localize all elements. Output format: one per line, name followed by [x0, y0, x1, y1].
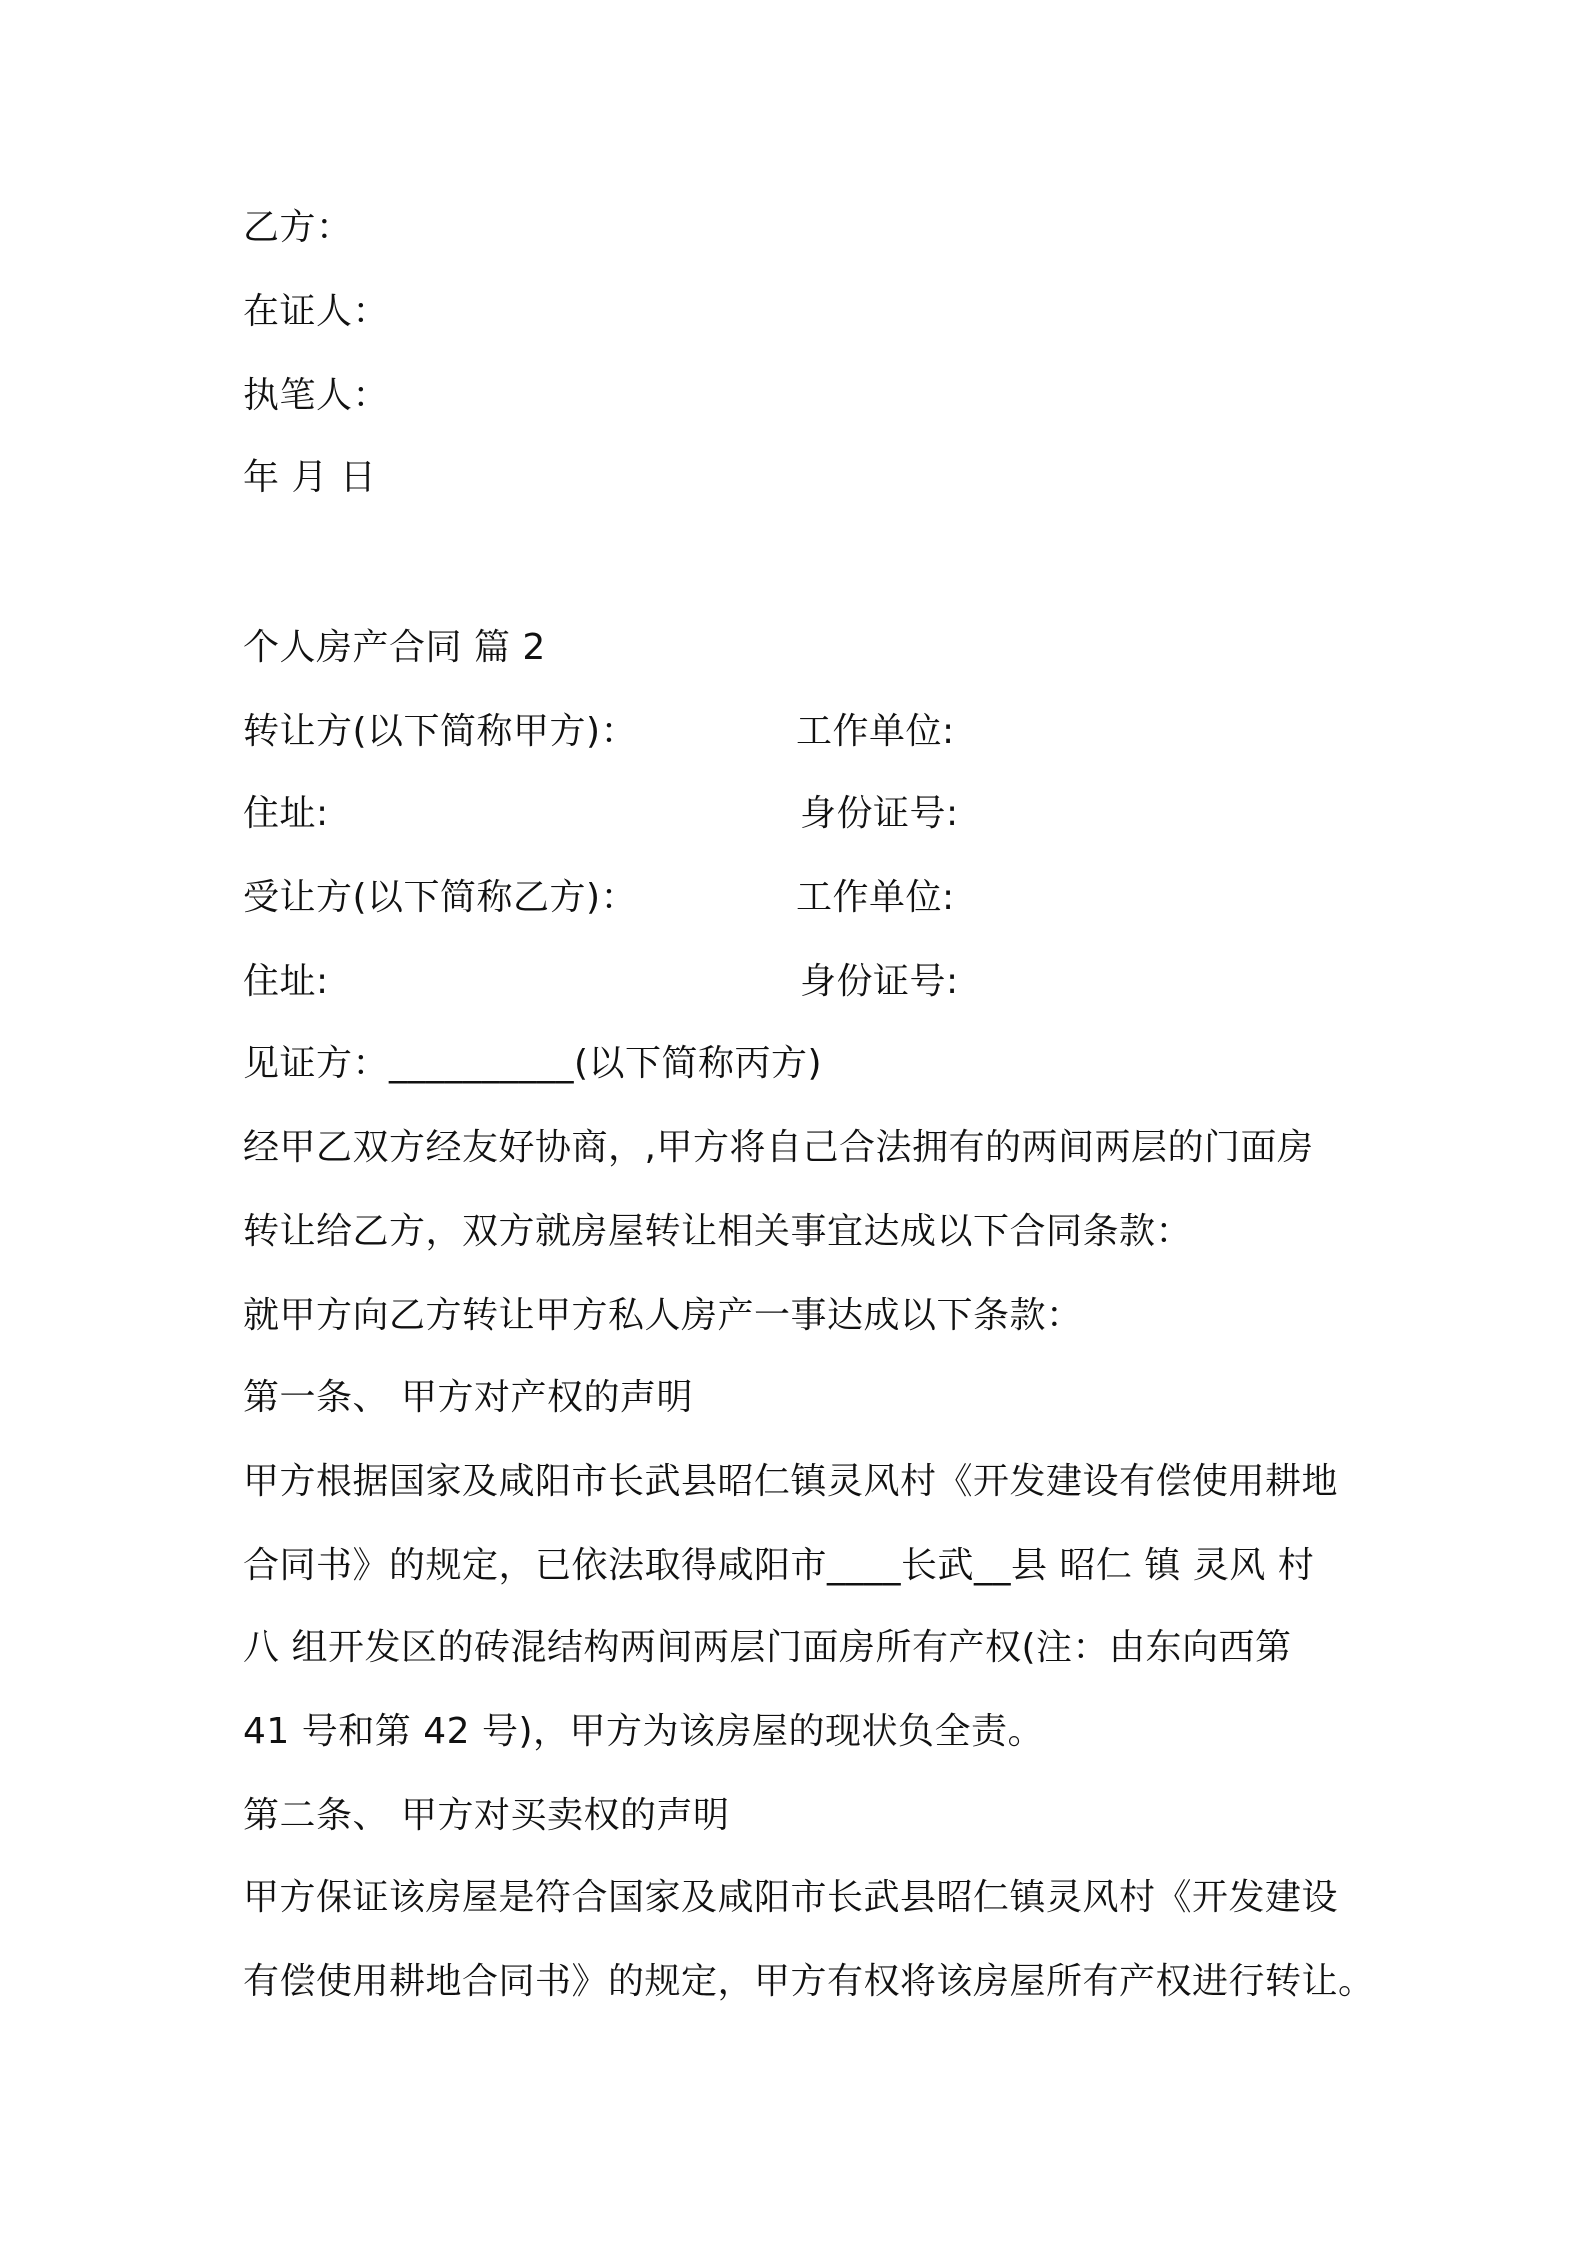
transferee-work-label: 工作单位: [796, 877, 955, 918]
article-1-title: 第一条、 甲方对产权的声明 [243, 1377, 693, 1418]
article-2-line-2: 有偿使用耕地合同书》的规定，甲方有权将该房屋所有产权进行转让。 [243, 1961, 1375, 2002]
transferor-label: 转让方(以下简称甲方)： [243, 711, 638, 752]
article-1-line-3: 八 组开发区的砖混结构两间两层门面房所有产权(注：由东向西第 [243, 1627, 1292, 1668]
article-1-line-1: 甲方根据国家及咸阳市长武县昭仁镇灵风村《开发建设有偿使用耕地 [243, 1461, 1339, 1502]
writer-label: 执笔人： [243, 375, 390, 416]
witness-label: 在证人： [243, 291, 390, 332]
date-label: 年 月 日 [243, 457, 377, 498]
section-title: 个人房产合同 篇 2 [243, 627, 546, 668]
transferee-label: 受让方(以下简称乙方)： [243, 877, 638, 918]
intro-line-3: 就甲方向乙方转让甲方私人房产一事达成以下条款： [243, 1295, 1083, 1336]
witness-party-line: 见证方：__________(以下简称丙方) [243, 1043, 823, 1084]
article-2-line-1: 甲方保证该房屋是符合国家及咸阳市长武县昭仁镇灵风村《开发建设 [243, 1877, 1339, 1918]
transferor-id-label: 身份证号: [800, 793, 959, 834]
party-b-label: 乙方： [243, 207, 353, 248]
transferee-id-label: 身份证号: [800, 961, 959, 1002]
intro-line-1: 经甲乙双方经友好协商，,甲方将自己合法拥有的两间两层的门面房 [243, 1127, 1314, 1168]
article-1-line-2: 合同书》的规定，已依法取得咸阳市____长武__县 昭仁 镇 灵风 村 [243, 1545, 1315, 1586]
transferor-address-label: 住址: [243, 793, 329, 834]
transferee-address-label: 住址: [243, 961, 329, 1002]
intro-line-2: 转让给乙方，双方就房屋转让相关事宜达成以下合同条款： [243, 1211, 1193, 1252]
article-1-line-4: 41 号和第 42 号)，甲方为该房屋的现状负全责。 [243, 1711, 1044, 1752]
article-2-title: 第二条、 甲方对买卖权的声明 [243, 1795, 730, 1836]
transferor-work-label: 工作单位: [796, 711, 955, 752]
